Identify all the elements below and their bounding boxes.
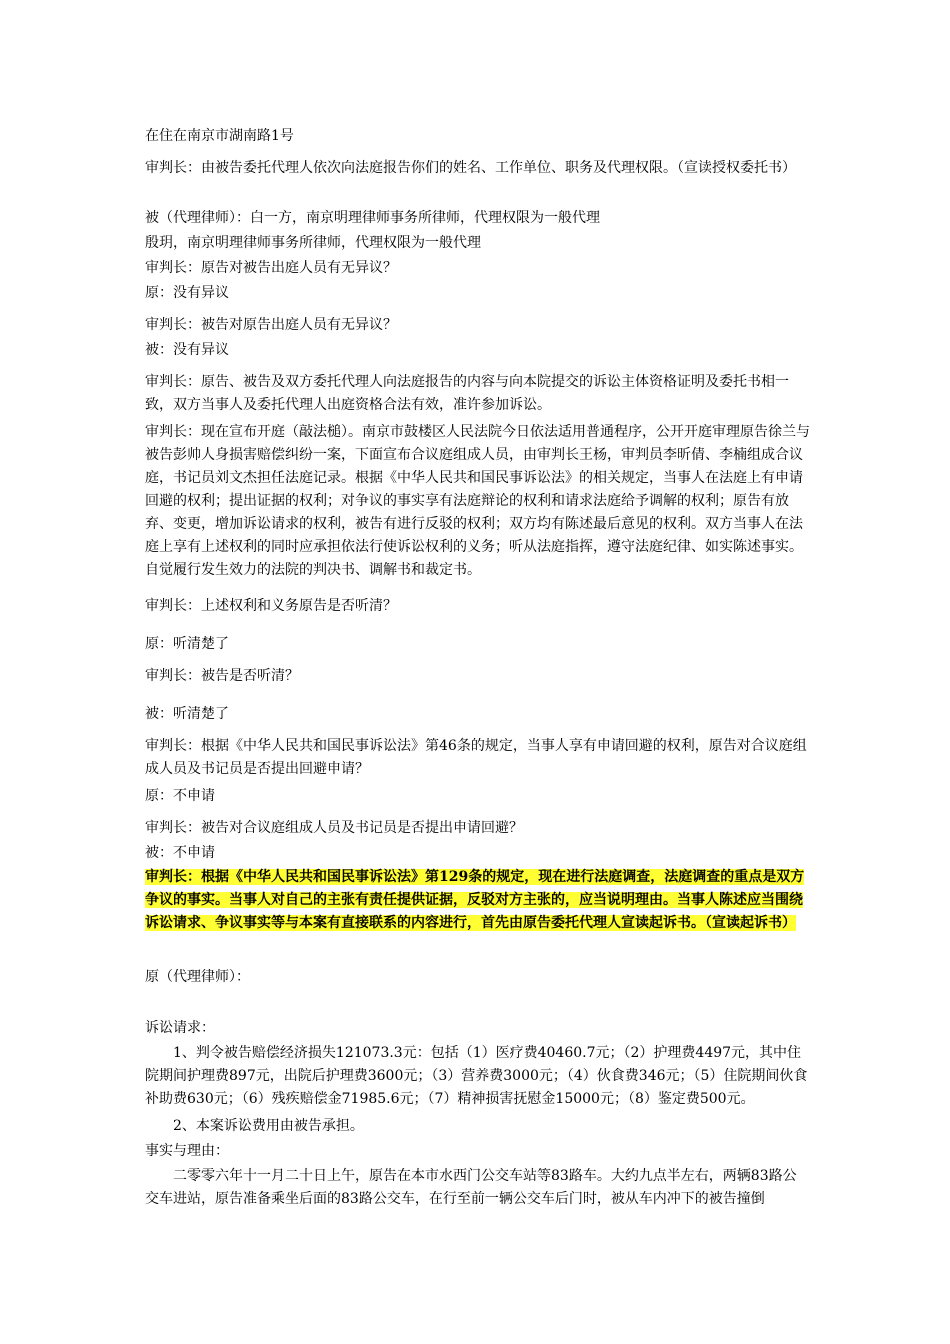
section-heading-facts: 事实与理由：: [145, 1143, 229, 1159]
judge-statement: 审判长：上述权利和义务原告是否听清？: [145, 598, 397, 614]
judge-statement: 审判长：原告、被告及双方委托代理人向法庭报告的内容与向本院提交的诉讼主体资格证明及委托书相一致，双方当事人及委托代理人出庭资格合法有效，准许参加诉讼。: [145, 374, 789, 413]
defendant-statement: 被：听清楚了: [145, 706, 229, 722]
highlighted-text: 审判长：根据《中华人民共和国民事诉讼法》第129条的规定，现在进行法庭调查，法庭调查的重点是双方争议的事实。当事人对自己的主张有责任提供证据，反驳对方主张的，应当说明理由。当事人陈述应当围绕诉讼请求、争议事实等与本案有直接联系的内容进行，首先由原告委托代理人宣读起诉书。（宣读起诉书）: [145, 869, 805, 931]
facts-paragraph: 二零零六年十一月二十日上午，原告在本市水西门公交车站等83路车。大约九点半左右，两辆83路公交车进站，原告准备乘坐后面的83路公交车，在行至前一辆公交车后门时，被从车内冲下的被告撞倒: [145, 1168, 797, 1207]
defendant-statement: 被（代理律师）：白一方，南京明理律师事务所律师，代理权限为一般代理: [145, 210, 600, 226]
judge-statement: 审判长：被告对合议庭组成人员及书记员是否提出申请回避？: [145, 820, 523, 836]
section-heading-claims: 诉讼请求：: [145, 1020, 215, 1036]
defendant-statement: 被：没有异议: [145, 342, 229, 358]
plaintiff-statement: 原：听清楚了: [145, 636, 229, 652]
plaintiff-statement: 原：没有异议: [145, 285, 229, 301]
claim-item: 2、本案诉讼费用由被告承担。: [173, 1118, 364, 1134]
plaintiff-lawyer-label: 原（代理律师）：: [145, 969, 250, 985]
judge-statement: 审判长：被告对原告出庭人员有无异议？: [145, 317, 397, 333]
judge-statement: 审判长：原告对被告出庭人员有无异议？: [145, 260, 397, 276]
judge-statement: 审判长：由被告委托代理人依次向法庭报告你们的姓名、工作单位、职务及代理权限。（宣读授权委托书）: [145, 160, 796, 176]
defendant-statement: 被：不申请: [145, 845, 215, 861]
highlighted-judge-statement: [145, 866, 810, 935]
address-line: 在住在南京市湖南路1号: [145, 128, 294, 144]
plaintiff-statement: 原：不申请: [145, 788, 215, 804]
judge-statement: 审判长：根据《中华人民共和国民事诉讼法》第46条的规定，当事人享有申请回避的权利，原告对合议庭组成人员及书记员是否提出回避申请？: [145, 738, 807, 777]
claim-item: 1、判令被告赔偿经济损失121073.3元：包括（1）医疗费40460.7元；（2）护理费4497元，其中住院期间护理费897元，出院后护理费3600元；（3）营养费3000元；（4）伙食费346元；（5）住院期间伙食补助费630元；（6）残疾赔偿金71985.6元；（7）精神损害抚慰金15000元；（8）鉴定费500元。: [145, 1045, 808, 1107]
defendant-statement: 殷玥，南京明理律师事务所律师，代理权限为一般代理: [145, 235, 481, 251]
judge-statement: 审判长：现在宣布开庭（敲法槌）。南京市鼓楼区人民法院今日依法适用普通程序，公开开庭审理原告徐兰与被告彭帅人身损害赔偿纠纷一案，下面宣布合议庭组成人员，由审判长王杨，审判员李昕倩、李楠组成合议庭，书记员刘文杰担任法庭记录。根据《中华人民共和国民事诉讼法》的相关规定，当事人在法庭上有申请回避的权利；提出证据的权利；对争议的事实享有法庭辩论的权利和请求法庭给予调解的权利；原告有放弃、变更，增加诉讼请求的权利，被告有进行反驳的权利；双方均有陈述最后意见的权利。双方当事人在法庭上享有上述权利的同时应承担依法行使诉讼权利的义务；听从法庭指挥，遵守法庭纪律、如实陈述事实。自觉履行发生效力的法院的判决书、调解书和裁定书。: [145, 424, 810, 578]
judge-statement: 审判长：被告是否听清？: [145, 668, 299, 684]
